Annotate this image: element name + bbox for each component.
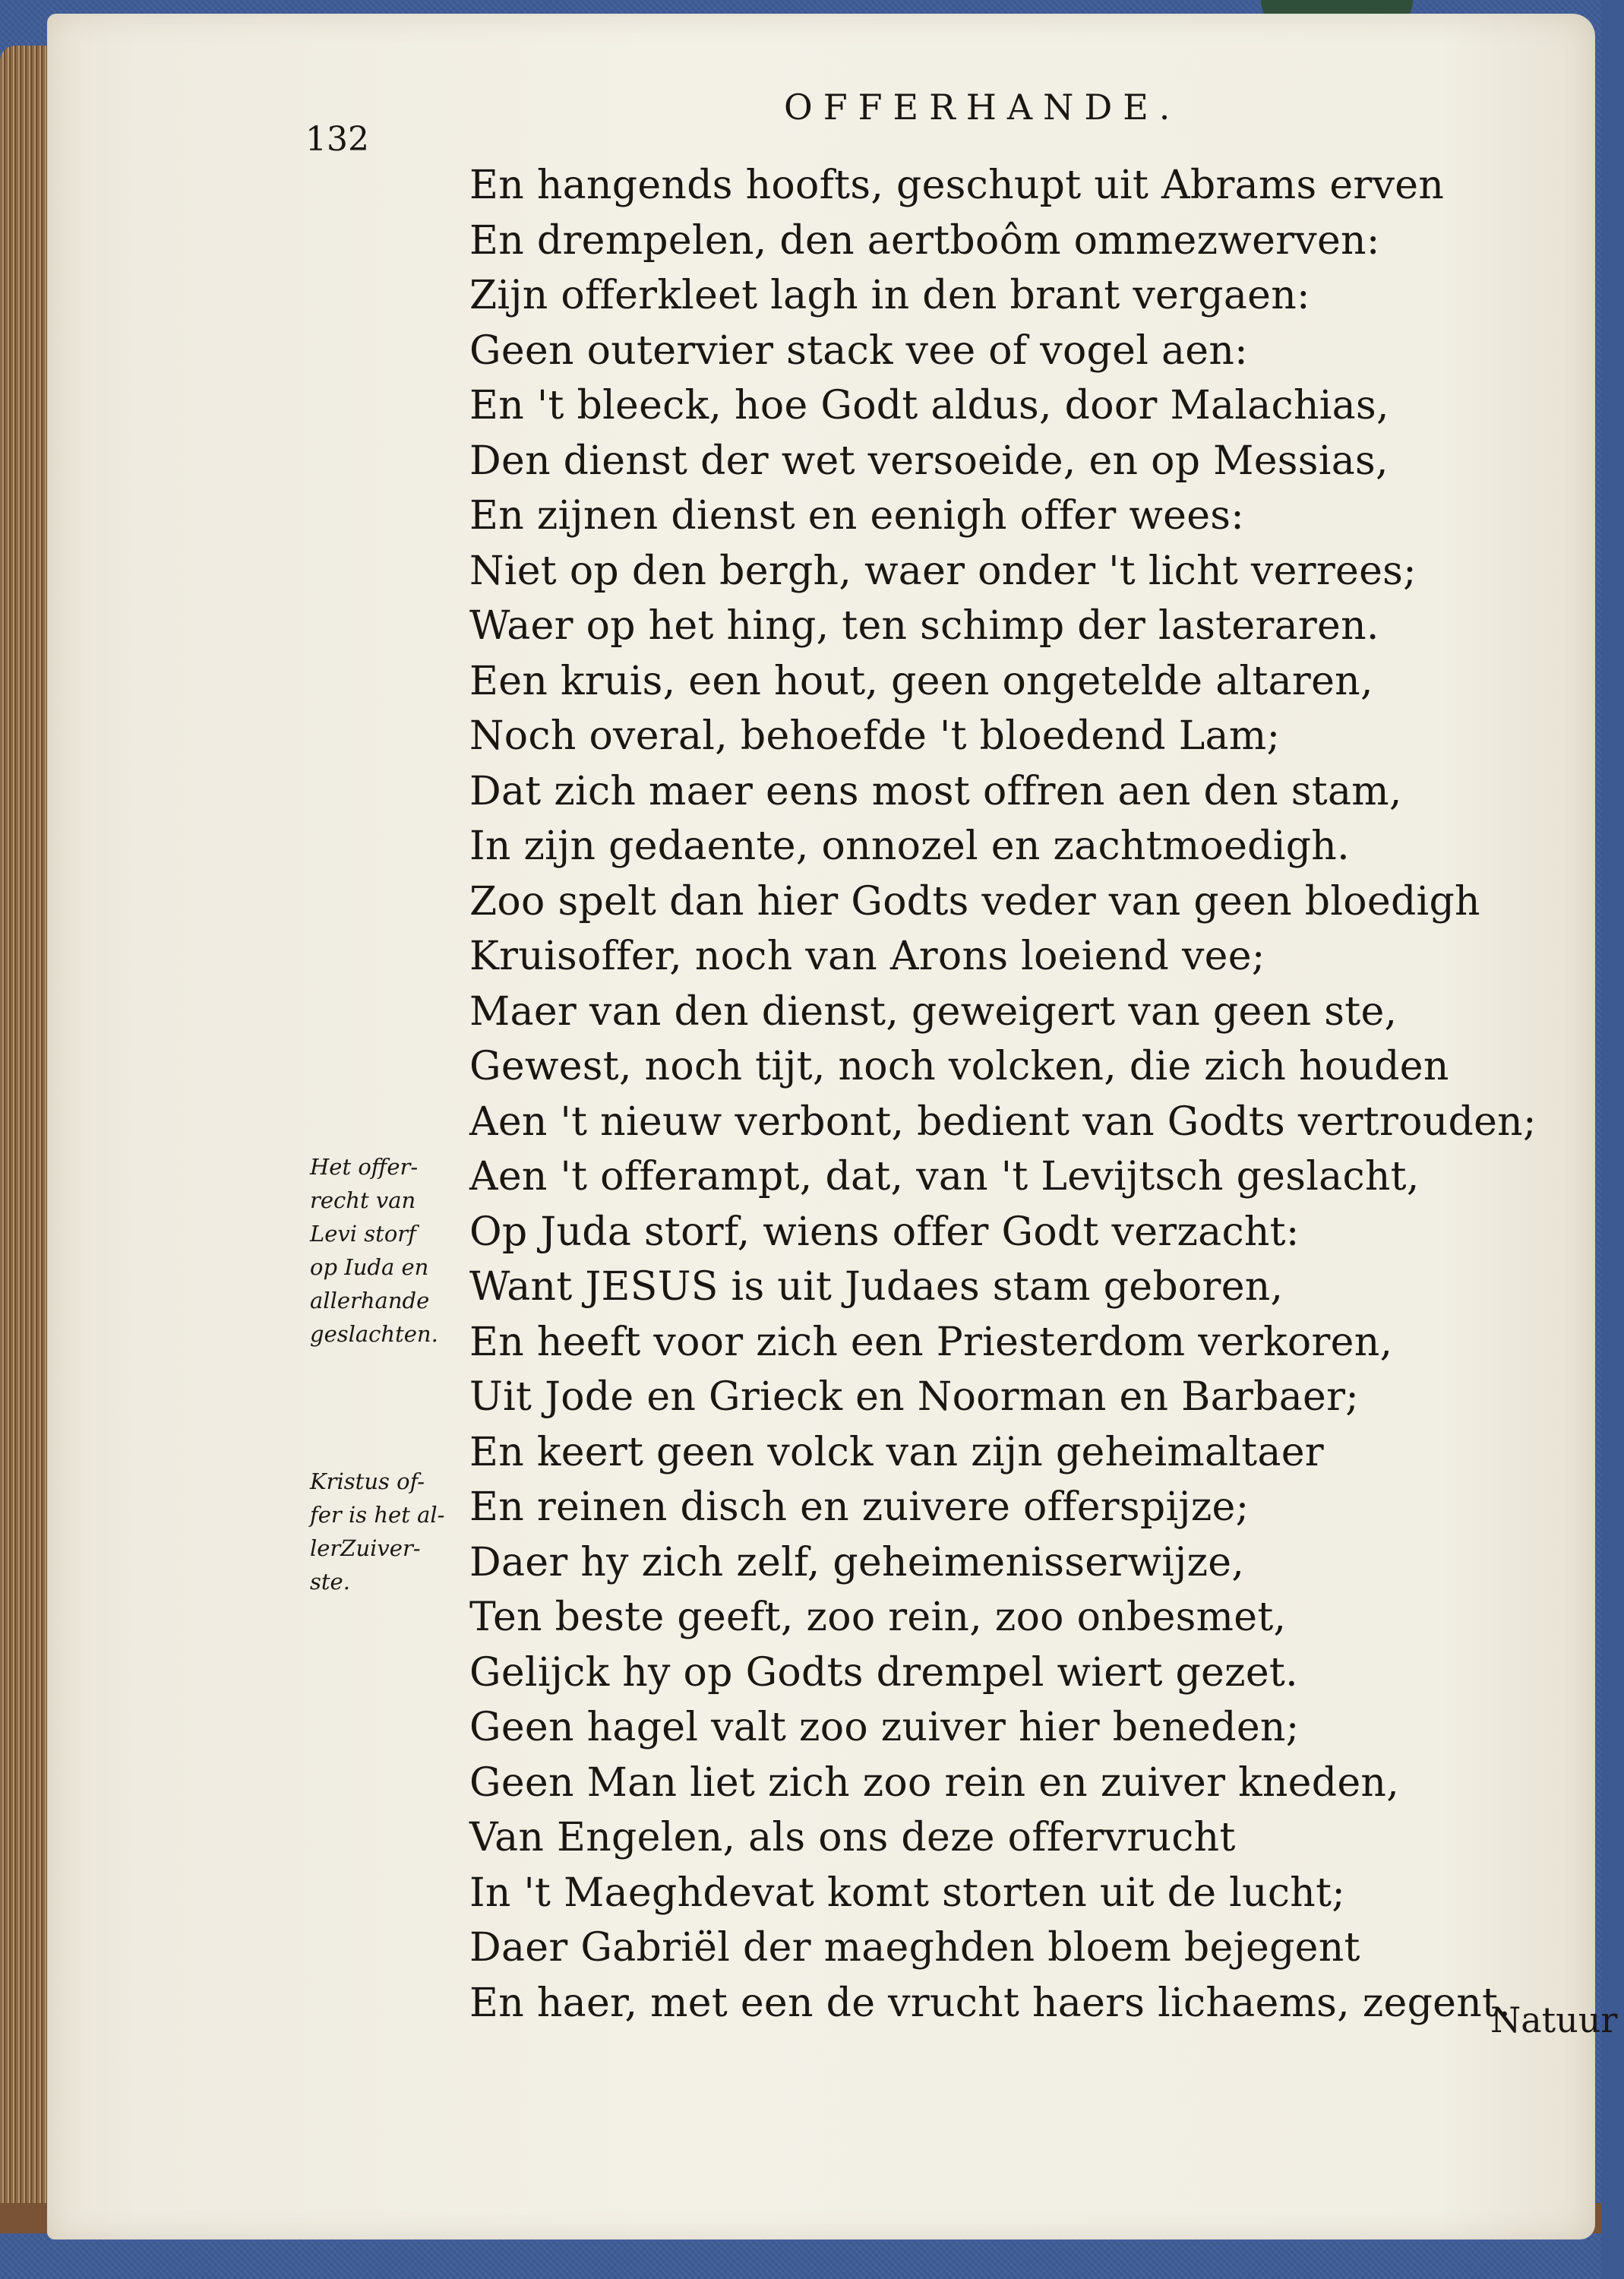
margin-note: [310, 1465, 462, 1598]
verse-line: Daer hy zich zelf, geheimenisserwijze,: [469, 1539, 1245, 1585]
verse-line: Geen hagel valt zoo zuiver hier beneden;: [469, 1705, 1300, 1750]
verse-line: Een kruis, een hout, geen ongetelde altaren,: [469, 658, 1373, 704]
verse-line: En reinen disch en zuivere offerspijze;: [469, 1484, 1250, 1530]
margin-note-line: Het offer-: [310, 1154, 419, 1180]
margin-note-line: ste.: [310, 1569, 350, 1595]
verse-line: En hangends hoofts, geschupt uit Abrams erven: [469, 163, 1445, 208]
verse-line: Gewest, noch tijt, noch volcken, die zich houden: [469, 1044, 1449, 1089]
verse-line: Aen 't nieuw verbont, bedient van Godts vertrouden;: [469, 1098, 1537, 1145]
margin-note-line: recht van: [310, 1187, 416, 1213]
margin-note-line: allerhande: [310, 1288, 430, 1313]
verse-line: Op Juda storf, wiens offer Godt verzacht:: [469, 1209, 1300, 1255]
verse-line: Daer Gabriël der maeghden bloem bejegent: [469, 1925, 1360, 1971]
margin-note: [310, 1150, 462, 1351]
running-head: OFFERHANDE.: [784, 87, 1181, 128]
verse-line: Gelijck hy op Godts drempel wiert gezet.: [469, 1649, 1298, 1696]
verse-line: Want JESUS is uit Judaes stam geboren,: [469, 1264, 1284, 1310]
margin-note-line: Levi storf: [310, 1221, 416, 1247]
margin-note-line: Kristus of-: [310, 1468, 425, 1494]
verse-line: Uit Jode en Grieck en Noorman en Barbaer;: [469, 1374, 1360, 1420]
verse-line: Den dienst der wet versoeide, en op Messias,: [469, 438, 1389, 484]
margin-note-line: fer is het al-: [310, 1502, 445, 1528]
verse-line: Zijn offerkleet lagh in den brant vergaen:: [469, 273, 1310, 318]
verse-line: Maer van den dienst, geweigert van geen ste,: [469, 988, 1398, 1035]
verse-line: Kruisoffer, noch van Arons loeiend vee;: [469, 934, 1265, 979]
verse-line: En haer, met een de vrucht haers lichaems, zegent.: [469, 1980, 1512, 2026]
verse-line: Geen outervier stack vee of vogel aen:: [469, 327, 1248, 374]
verse-line: Waer op het hing, ten schimp der lasteraren.: [469, 603, 1379, 649]
verse-line: En zijnen dienst en eenigh offer wees:: [469, 493, 1245, 539]
margin-note-line: lerZuiver-: [310, 1535, 421, 1561]
verse-line: Zoo spelt dan hier Godts veder van geen bloedigh: [469, 878, 1480, 925]
verse-line: Niet op den bergh, waer onder 't licht verrees;: [469, 548, 1417, 594]
verse-line: Geen Man liet zich zoo rein en zuiver kneden,: [469, 1759, 1400, 1806]
catchword: Natuur: [1490, 1999, 1618, 2040]
margin-note-line: geslachten.: [310, 1321, 438, 1347]
verse-line: En heeft voor zich een Priesterdom verkoren,: [469, 1319, 1393, 1365]
book-page: [47, 14, 1618, 2239]
verse-line: In zijn gedaente, onnozel en zachtmoedigh.: [469, 823, 1350, 869]
verse-line: In 't Maeghdevat komt storten uit de lucht;: [469, 1870, 1346, 1916]
verse-line: En keert geen volck van zijn geheimaltaer: [469, 1429, 1324, 1475]
verse-line: En drempelen, den aertboôm ommezwerven:: [469, 217, 1380, 264]
verse-line: Dat zich maer eens most offren aen den stam,: [469, 768, 1402, 814]
poem-text: [469, 158, 1624, 2031]
page-number: 132: [305, 120, 369, 159]
verse-line: Noch overal, behoefde 't bloedend Lam;: [469, 713, 1281, 759]
verse-line: Ten beste geeft, zoo rein, zoo onbesmet,: [469, 1595, 1287, 1640]
margin-note-line: op Iuda en: [310, 1254, 429, 1280]
verse-line: Van Engelen, als ons deze offervrucht: [469, 1815, 1236, 1860]
verse-line: En 't bleeck, hoe Godt aldus, door Malachias,: [469, 383, 1389, 428]
verse-line: Aen 't offerampt, dat, van 't Levijtsch geslacht,: [469, 1154, 1420, 1200]
